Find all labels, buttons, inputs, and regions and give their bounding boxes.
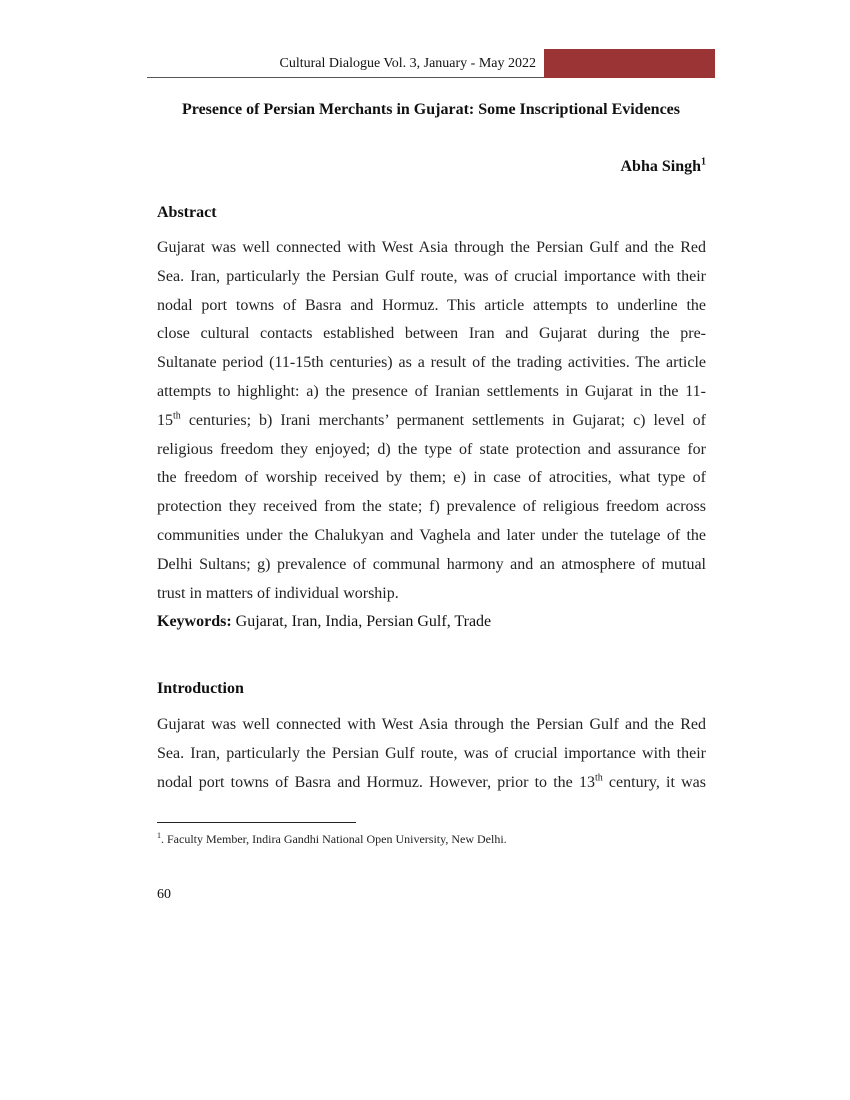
footnote-mark: 1 <box>157 831 161 840</box>
introduction-line: Sea. Iran, particularly the Persian Gulf route, was of crucial importance with their <box>157 744 706 762</box>
abstract-line: religious freedom they enjoyed; d) the type of state protection and assurance for <box>157 440 706 458</box>
abstract-line: trust in matters of individual worship. <box>157 584 399 602</box>
introduction-heading: Introduction <box>157 680 244 697</box>
abstract-heading: Abstract <box>157 204 217 221</box>
abstract-body <box>157 234 706 608</box>
introduction-body <box>157 711 706 797</box>
keywords-line <box>157 611 491 633</box>
abstract-line: the freedom of worship received by them; e) in case of atrocities, what type of <box>157 469 706 487</box>
abstract-line-rest: centuries; b) Irani merchants’ permanent settlements in Gujarat; c) level of <box>180 411 706 429</box>
introduction-line <box>157 769 706 798</box>
running-head-rule <box>147 77 544 78</box>
abstract-line: nodal port towns of Basra and Hormuz. This article attempts to underline the <box>157 296 706 314</box>
introduction-line-rest: century, it was <box>602 773 706 791</box>
abstract-line: Sultanate period (11-15th centuries) as a result of the trading activities. The article <box>157 354 706 372</box>
running-head-text: Cultural Dialogue Vol. 3, January - May 2022 <box>279 56 536 71</box>
abstract-line: Delhi Sultans; g) prevalence of communal harmony and an atmosphere of mutual <box>157 555 706 573</box>
abstract-line: Sea. Iran, particularly the Persian Gulf route, was of crucial importance with their <box>157 267 706 285</box>
article-title: Presence of Persian Merchants in Gujarat: Some Inscriptional Evidences <box>181 101 681 118</box>
keywords-label: Keywords: <box>157 613 232 630</box>
abstract-line: attempts to highlight: a) the presence of Iranian settlements in Gujarat in the 11- <box>157 382 706 400</box>
author-name: Abha Singh <box>620 158 701 175</box>
abstract-line: close cultural contacts established between Iran and Gujarat during the pre- <box>157 325 706 343</box>
running-head-color-bar <box>544 49 715 78</box>
abstract-line <box>157 407 706 436</box>
ordinal-suffix: th <box>173 410 181 422</box>
footnote-rule <box>157 822 356 823</box>
footnote <box>157 830 507 848</box>
abstract-line-start: 15 <box>157 411 173 429</box>
introduction-line-start: nodal port towns of Basra and Hormuz. However, prior to the 13 <box>157 773 595 791</box>
page-number: 60 <box>157 887 171 902</box>
author-line <box>400 156 706 178</box>
footnote-text: . Faculty Member, Indira Gandhi National Open University, New Delhi. <box>161 832 507 846</box>
abstract-line: Gujarat was well connected with West Asia through the Persian Gulf and the Red <box>157 239 706 256</box>
abstract-line: protection they received from the state; f) prevalence of religious freedom across <box>157 498 706 516</box>
keywords-list: Gujarat, Iran, India, Persian Gulf, Trade <box>231 613 492 630</box>
abstract-line: communities under the Chalukyan and Vaghela and later under the tutelage of the <box>157 526 706 544</box>
introduction-line: Gujarat was well connected with West Asia through the Persian Gulf and the Red <box>157 716 706 733</box>
ordinal-suffix: th <box>594 772 603 784</box>
running-head <box>147 49 715 79</box>
author-footnote-mark[interactable]: 1 <box>701 156 706 168</box>
